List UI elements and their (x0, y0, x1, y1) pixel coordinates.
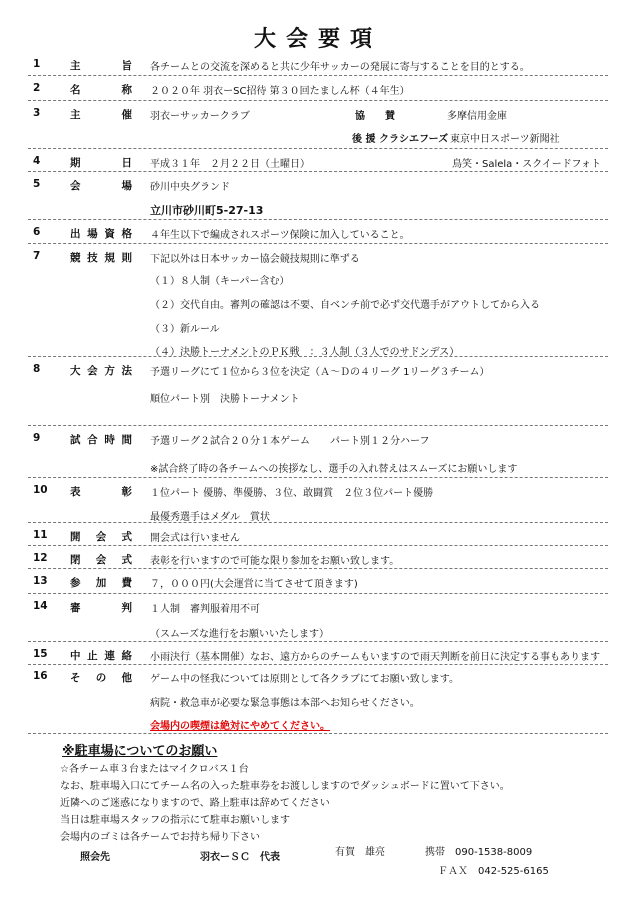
item-label-char: 彰 (121, 486, 132, 498)
referee-note: （スムーズな進行をお願いいたします） (150, 629, 329, 640)
item-number: 9 (33, 432, 41, 444)
item-label-char: 会 (70, 180, 81, 192)
item-label (70, 178, 132, 193)
item-row (0, 58, 636, 80)
sponsors-extra: 鳥笑・Salela・スクイードフォト (452, 159, 602, 170)
item-label-char: 大 (70, 365, 81, 377)
item-label-char: 絡 (121, 650, 132, 662)
item-number: 12 (33, 552, 48, 564)
contact-label: 照会先 (80, 852, 110, 863)
item-label (70, 82, 132, 97)
item-label-char: 他 (121, 672, 132, 684)
item-row (0, 107, 636, 129)
item-number: 2 (33, 82, 41, 94)
item-label-char: 規 (104, 252, 115, 264)
item-label (70, 58, 132, 73)
method-line2: 順位パート別 決勝トーナメント (150, 394, 300, 405)
item-label-char: 主 (70, 109, 81, 121)
contact-fax: ＦＡＸ 042-525-6165 (438, 866, 549, 877)
item-number: 10 (33, 484, 48, 496)
separator-line (28, 733, 608, 734)
time-note: ※試合終了時の各チームへの挨拶なし、選手の入れ替えはスムーズにお願いします (150, 464, 518, 475)
separator-line (28, 75, 608, 76)
item-label (70, 432, 132, 447)
item-value: 予選リーグにて１位から３位を決定（Ａ～Ｄの４リーグ 1リーグ３チーム） (150, 367, 490, 378)
item-value: １位パート 優勝、準優勝、３位、敢闘賞 ２位３位パート優勝 (150, 488, 434, 499)
rule-2: （２）交代自由。審判の確認は不要、自ベンチ前で必ず交代選手がアウトしてから入る (150, 300, 540, 311)
item-label-char: 場 (121, 180, 132, 192)
item-value: 砂川中央グランド (150, 182, 230, 193)
item-value: 羽衣ーサッカークラブ (150, 111, 250, 122)
separator-line (28, 425, 608, 426)
item-label-char: の (95, 672, 107, 684)
parking-line: 会場内のゴミは各チームでお持ち帰り下さい (60, 832, 260, 843)
item-label-char: 主 (70, 60, 81, 72)
item-label (70, 107, 132, 122)
parking-line: なお、駐車場入口にてチーム名の入った駐車券をお渡ししますのでダッシュボードに置いて下さい。 (60, 781, 510, 792)
item-label-char: 会 (87, 365, 98, 377)
separator-line (28, 641, 608, 642)
item-label-char: 間 (121, 434, 132, 446)
item-label-char: 表 (70, 486, 81, 498)
parking-line: 近隣へのご迷惑になりますので、路上駐車は辞めてください (60, 798, 330, 809)
item-row (0, 178, 636, 200)
item-label-char: 催 (121, 109, 132, 121)
separator-line (28, 219, 608, 220)
kyosan-label: 協 賛 (355, 111, 395, 122)
item-label-char: 閉 (70, 554, 81, 566)
contact-name: 有賀 雄亮 (335, 847, 385, 858)
item-number: 13 (33, 575, 48, 587)
parking-heading: ※駐車場についてのお願い (62, 744, 218, 759)
item-label-char: 中 (70, 650, 81, 662)
item-label (70, 600, 132, 615)
item-label-char: 費 (121, 577, 132, 589)
item-label-char: 加 (95, 577, 107, 589)
separator-line (28, 243, 608, 244)
item-label-char: 試 (70, 434, 81, 446)
item-label-char: 会 (95, 554, 107, 566)
kouen-label: 後 援 クラシエフーズ (352, 134, 449, 145)
item-label (70, 575, 132, 590)
item-label (70, 250, 132, 265)
separator-line (28, 568, 608, 569)
item-label-char: 法 (121, 365, 132, 377)
item-row (0, 670, 636, 692)
rule-3: （３）新ルール (150, 324, 220, 335)
item-label-char: 名 (70, 84, 81, 96)
contact-org: 羽衣ーＳＣ 代表 (200, 852, 280, 863)
item-row (0, 648, 636, 670)
rule-4: （４）決勝トーナメントのＰＫ戦 ：３人制（３人でのサドンデス） (150, 347, 460, 358)
separator-line (28, 477, 608, 478)
item-label-char: 日 (121, 157, 132, 169)
kouen-value: 東京中日スポーツ新聞社 (450, 134, 560, 145)
item-value: ４年生以下で編成されスポーツ保険に加入していること。 (150, 230, 410, 241)
separator-line (28, 171, 608, 172)
item-label-char: 会 (95, 531, 107, 543)
item-row (0, 529, 636, 551)
venue-address: 立川市砂川町5-27-13 (150, 204, 264, 217)
separator-line (28, 664, 608, 665)
award-line2: 最優秀選手はメダル 賞状 (150, 512, 270, 523)
item-number: 11 (33, 529, 48, 541)
item-value: ゲーム中の怪我については原則として各クラブにてお願い致します。 (150, 674, 459, 685)
item-row (0, 600, 636, 622)
item-label-char: そ (70, 672, 81, 684)
item-label (70, 155, 132, 170)
item-label-char: 開 (70, 531, 81, 543)
separator-line (28, 148, 608, 149)
item-label (70, 484, 132, 499)
item-label (70, 529, 132, 544)
kyosan-value: 多摩信用金庫 (447, 111, 507, 122)
separator-line (28, 593, 608, 594)
item-number: 15 (33, 648, 48, 660)
item-label-char: 参 (70, 577, 81, 589)
item-label (70, 226, 132, 241)
separator-line (28, 545, 608, 546)
separator-line (28, 100, 608, 101)
item-label-char: 場 (87, 228, 98, 240)
item-value: 表彰を行いますので可能な限り参加をお願い致します。 (150, 556, 400, 567)
item-label-char: 時 (104, 434, 115, 446)
item-row (0, 250, 636, 272)
emergency-note: 病院・救急車が必要な緊急事態は本部へお知らせください。 (150, 698, 420, 709)
item-number: 8 (33, 363, 41, 375)
item-row (0, 552, 636, 574)
item-label-char: 旨 (121, 60, 132, 72)
item-value: 小雨決行（基本開催）なお、遠方からのチームもいますので雨天判断を前日に決定する事もあります (150, 652, 600, 663)
item-label-char: 式 (121, 554, 132, 566)
item-row (0, 432, 636, 454)
item-label-char: 競 (70, 252, 81, 264)
item-label-char: 止 (87, 650, 98, 662)
item-value: 下記以外は日本サッカー協会競技規則に準ずる (150, 254, 360, 265)
item-value: 開会式は行いません (150, 533, 240, 544)
item-number: 5 (33, 178, 41, 190)
item-value: 各チームとの交流を深めると共に少年サッカーの発展に寄与することを目的とする。 (150, 62, 530, 73)
item-row (0, 226, 636, 248)
item-row (0, 484, 636, 506)
parking-line: 当日は駐車場スタッフの指示にて駐車お願いします (60, 815, 290, 826)
parking-line: ☆各チーム車３台またはマイクロバス１台 (60, 764, 249, 775)
separator-line (28, 522, 608, 523)
item-label (70, 670, 132, 685)
item-label-char: 格 (121, 228, 132, 240)
item-label-char: 審 (70, 602, 81, 614)
item-label-char: 式 (121, 531, 132, 543)
item-row (0, 363, 636, 385)
item-label-char: 則 (121, 252, 132, 264)
item-label-char: 技 (87, 252, 98, 264)
item-number: 3 (33, 107, 41, 119)
item-number: 16 (33, 670, 48, 682)
item-label-char: 期 (70, 157, 81, 169)
item-label-char: 称 (121, 84, 132, 96)
document-title: 大会要項 (253, 27, 382, 52)
rule-1: （１）８人制（キーパー含む） (150, 276, 290, 287)
contact-phone: 携帯 090-1538-8009 (425, 847, 533, 858)
item-number: 1 (33, 58, 41, 70)
item-value: 平成３１年 ２月２２日（土曜日） (150, 159, 310, 170)
item-number: 14 (33, 600, 48, 612)
item-label-char: 判 (121, 602, 132, 614)
item-number: 6 (33, 226, 41, 238)
item-label (70, 648, 132, 663)
item-value: ７，０００円(大会運営に当てさせて頂きます) (150, 579, 358, 590)
item-label (70, 363, 132, 378)
item-value: ２０２０年 羽衣ーSC招待 第３０回たましん杯（４年生） (150, 86, 410, 97)
item-label-char: 出 (70, 228, 81, 240)
item-label (70, 552, 132, 567)
item-label-char: 資 (104, 228, 115, 240)
item-number: 7 (33, 250, 41, 262)
smoking-warning: 会場内の喫煙は絶対にやめてください。 (150, 721, 330, 732)
item-label-char: 方 (104, 365, 115, 377)
item-value: 予選リーグ２試合２０分１本ゲーム パート別１２分ハーフ (150, 436, 430, 447)
item-label-char: 連 (104, 650, 115, 662)
item-label-char: 合 (87, 434, 98, 446)
separator-line (28, 356, 608, 357)
item-number: 4 (33, 155, 41, 167)
item-value: １人制 審判服着用不可 (150, 604, 260, 615)
